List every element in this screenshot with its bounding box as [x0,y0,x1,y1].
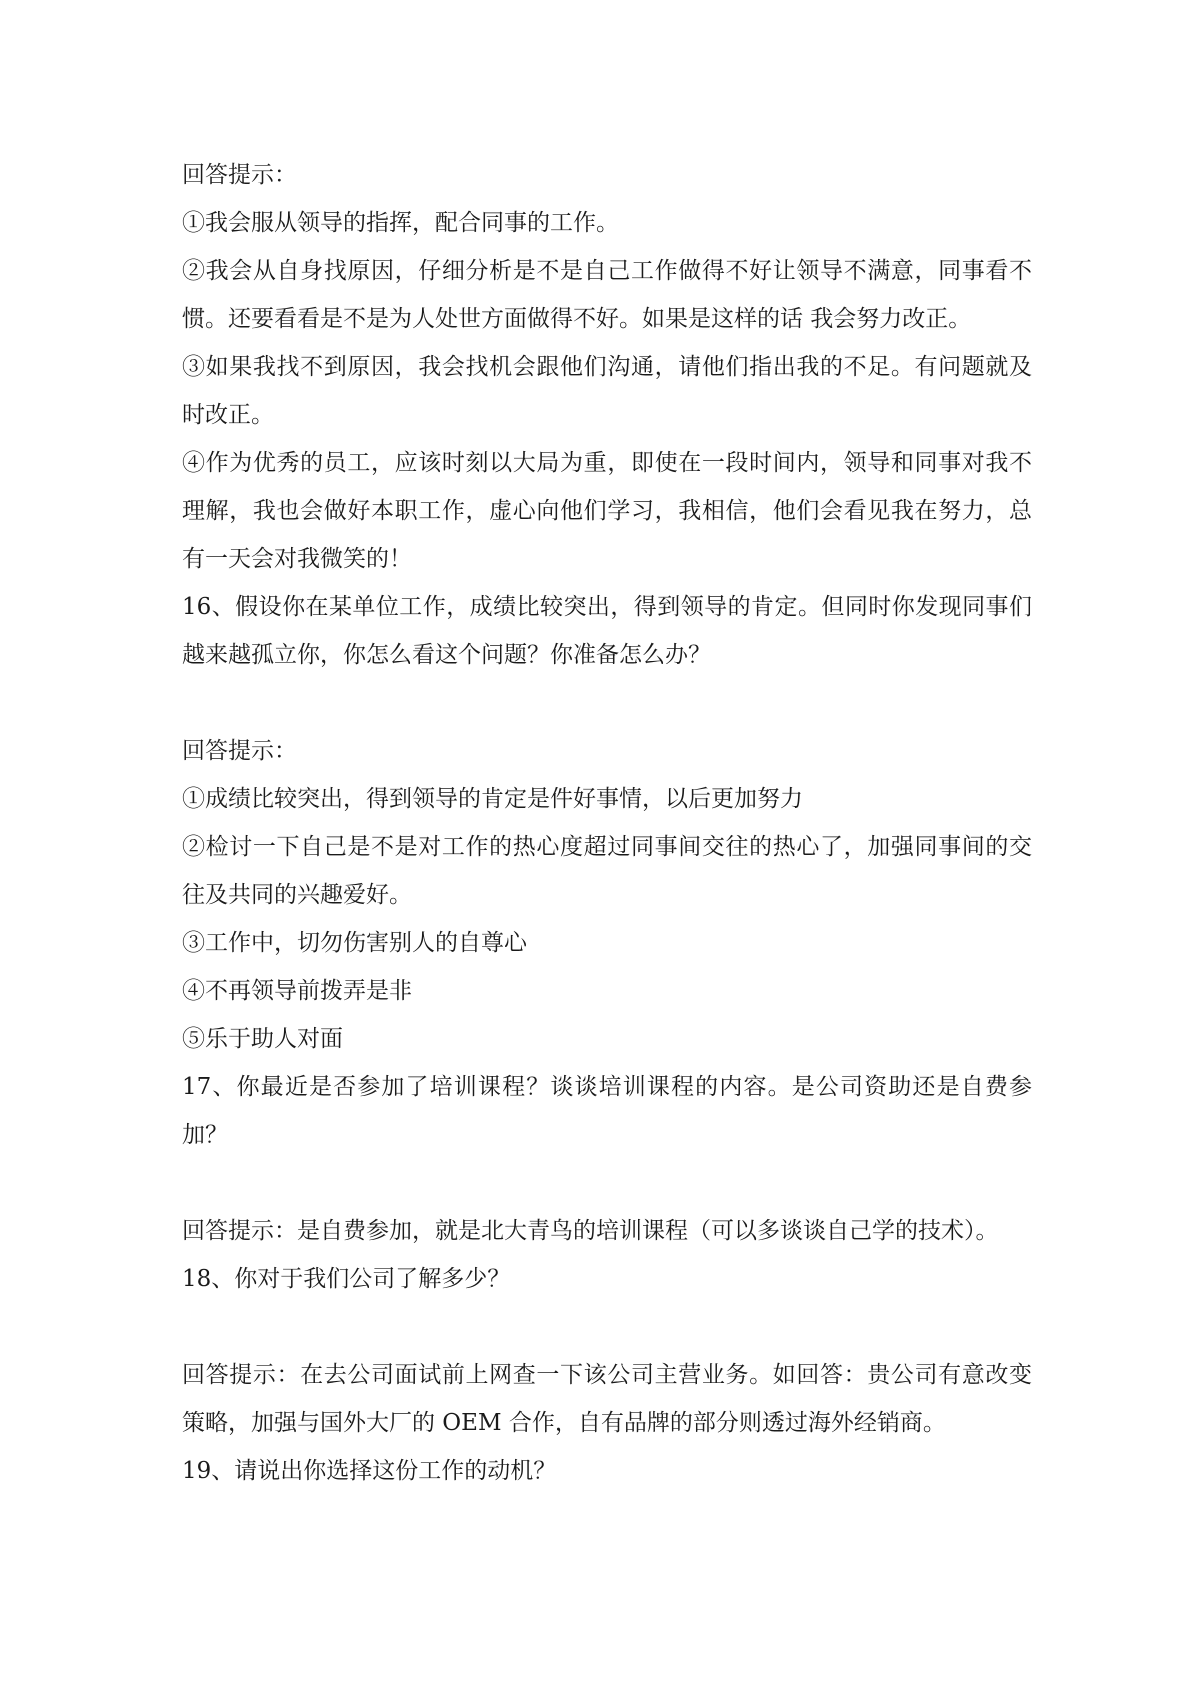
answer-point-5: ⑤乐于助人对面 [182,1026,343,1052]
answer-point-3: ③如果我找不到原因，我会找机会跟他们沟通，请他们指出我的不足。有问题就及时改正。 [182,354,1032,428]
answer-18: 回答提示：在去公司面试前上网查一下该公司主营业务。如回答：贵公司有意改变策略，加强与国外大厂的 OEM 合作，自有品牌的部分则透过海外经销商。 [182,1362,1032,1436]
answer-point-1: ①成绩比较突出，得到领导的肯定是件好事情，以后更加努力 [182,786,803,812]
answer-hint-heading: 回答提示： [182,738,297,764]
answer-point-4: ④不再领导前拨弄是非 [182,978,412,1004]
blank-line [182,1159,1032,1207]
document-body [182,151,1032,1495]
question-17: 17、你最近是否参加了培训课程？谈谈培训课程的内容。是公司资助还是自费参加？ [182,1074,1032,1148]
answer-point-4: ④作为优秀的员工，应该时刻以大局为重，即使在一段时间内，领导和同事对我不理解，我也会做好本职工作，虚心向他们学习，我相信，他们会看见我在努力，总有一天会对我微笑的！ [182,450,1032,572]
question-16: 16、假设你在某单位工作，成绩比较突出，得到领导的肯定。但同时你发现同事们越来越孤立你，你怎么看这个问题？你准备怎么办？ [182,594,1032,668]
answer-point-2: ②我会从自身找原因，仔细分析是不是自己工作做得不好让领导不满意，同事看不惯。还要看看是不是为人处世方面做得不好。如果是这样的话 我会努力改正。 [182,258,1032,332]
answer-hint-heading: 回答提示： [182,162,297,188]
answer-17: 回答提示：是自费参加，就是北大青鸟的培训课程（可以多谈谈自己学的技术）。 [182,1218,999,1244]
answer-point-3: ③工作中，切勿伤害别人的自尊心 [182,930,527,956]
blank-line [182,679,1032,727]
question-18: 18、你对于我们公司了解多少？ [182,1266,511,1292]
answer-point-2: ②检讨一下自己是不是对工作的热心度超过同事间交往的热心了，加强同事间的交往及共同的兴趣爱好。 [182,834,1032,908]
question-19: 19、请说出你选择这份工作的动机？ [182,1458,557,1484]
answer-point-1: ①我会服从领导的指挥，配合同事的工作。 [182,210,619,236]
blank-line [182,1303,1032,1351]
